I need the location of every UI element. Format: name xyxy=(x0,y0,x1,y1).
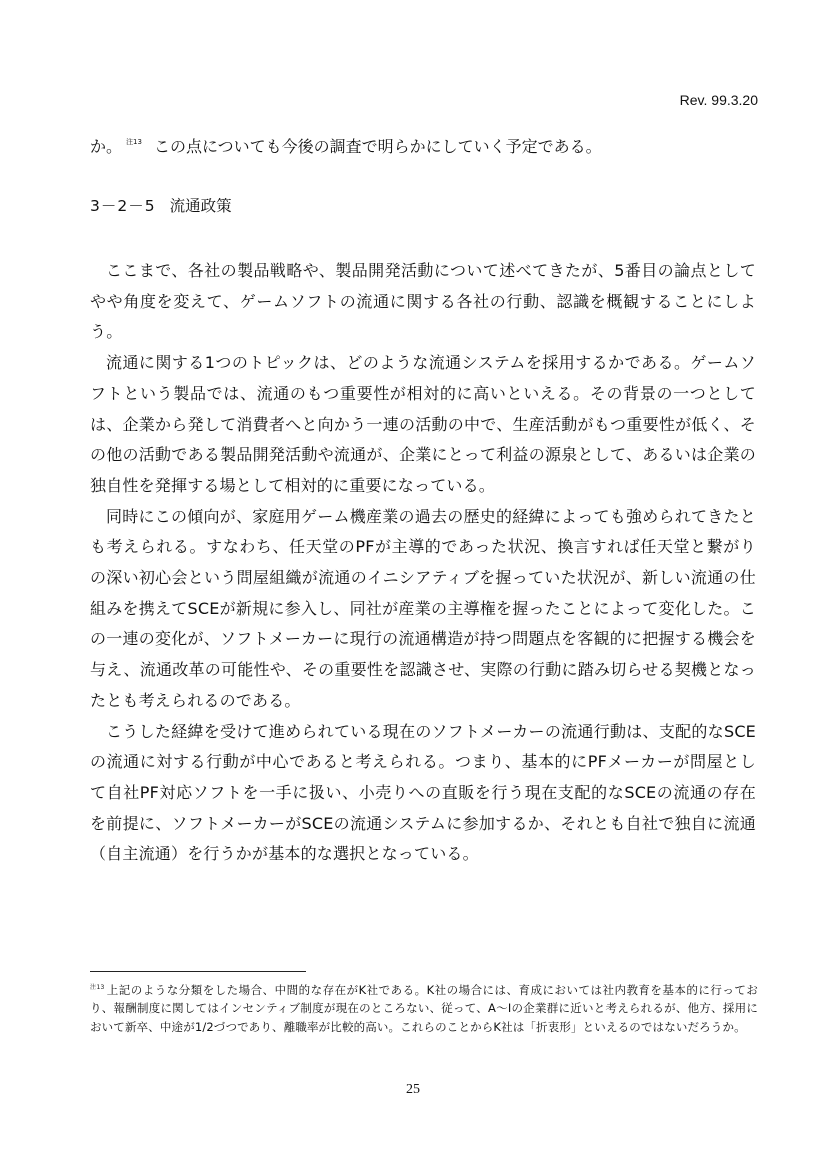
continuation-line xyxy=(90,128,750,161)
footnote-text: 上記のような分類をした場合、中間的な存在がK社である。K社の場合には、育成においては社内教育を基本的に行っており、報酬制度に関してはインセンティブ制度が現在のところない、従って、A～Iの企業群に近いと考えられるが、他方、採用において新卒、中途が1/2づつであり、離職率が比較的高い。これらのことからK社は「折衷形」といえるのではないだろうか。 xyxy=(90,983,759,1034)
revision-label: Rev. 99.3.20 xyxy=(679,92,758,108)
footnote xyxy=(90,979,758,1036)
footnote-reference: 注13 xyxy=(126,138,142,146)
continuation-text: この点についても今後の調査で明らかにしていく予定である。 xyxy=(153,137,602,156)
paragraph: 流通に関する1つのトピックは、どのような流通システムを採用するかである。ゲームソフトという製品では、流通のもつ重要性が相対的に高いといえる。その背景の一つとしては、企業から発して消費者へと向かう一連の活動の中で、生産活動がもつ重要性が低く、その他の活動である製品開発活動や流通が、企業にとって利益の源泉として、あるいは企業の独自性を発揮する場として相対的に重要になっている。 xyxy=(90,353,756,495)
body-text xyxy=(90,256,756,870)
paragraph: 同時にこの傾向が、家庭用ゲーム機産業の過去の歴史的経緯によっても強められてきたとも考えられる。すなわち、任天堂のPFが主導的であった状況、換言すれば任天堂と繋がりの深い初心会という問屋組織が流通のイニシアティブを握っていた状況が、新しい流通の仕組みを携えてSCEが新規に参入し、同社が産業の主導権を握ったことによって変化した。この一連の変化が、ソフトメーカーに現行の流通構造が持つ問題点を客観的に把握する機会を与え、流通改革の可能性や、その重要性を認識させ、実際の行動に踏み切らせる契機となったとも考えられるのである。 xyxy=(90,506,756,710)
footnote-mark: 注13 xyxy=(90,984,105,991)
continuation-lead: か。 xyxy=(90,137,123,156)
section-number: 3－2－5 xyxy=(90,197,156,215)
paragraph: ここまで、各社の製品戦略や、製品開発活動について述べてきたが、5番目の論点としてやや角度を変えて、ゲームソフトの流通に関する各社の行動、認識を概観することにしよう。 xyxy=(90,261,756,342)
section-title: 流通政策 xyxy=(169,197,232,215)
section-heading xyxy=(90,193,232,219)
footnote-divider xyxy=(90,971,306,972)
paragraph: こうした経緯を受けて進められている現在のソフトメーカーの流通行動は、支配的なSCEの流通に対する行動が中心であると考えられる。つまり、基本的にPFメーカーが問屋として自社PF対応ソフトを一手に扱い、小売りへの直販を行う現在支配的なSCEの流通の存在を前提に、ソフトメーカーがSCEの流通システムに参加するか、それとも自社で独自に流通（自主流通）を行うかが基本的な選択となっている。 xyxy=(90,721,756,864)
page-number: 25 xyxy=(406,1082,420,1097)
